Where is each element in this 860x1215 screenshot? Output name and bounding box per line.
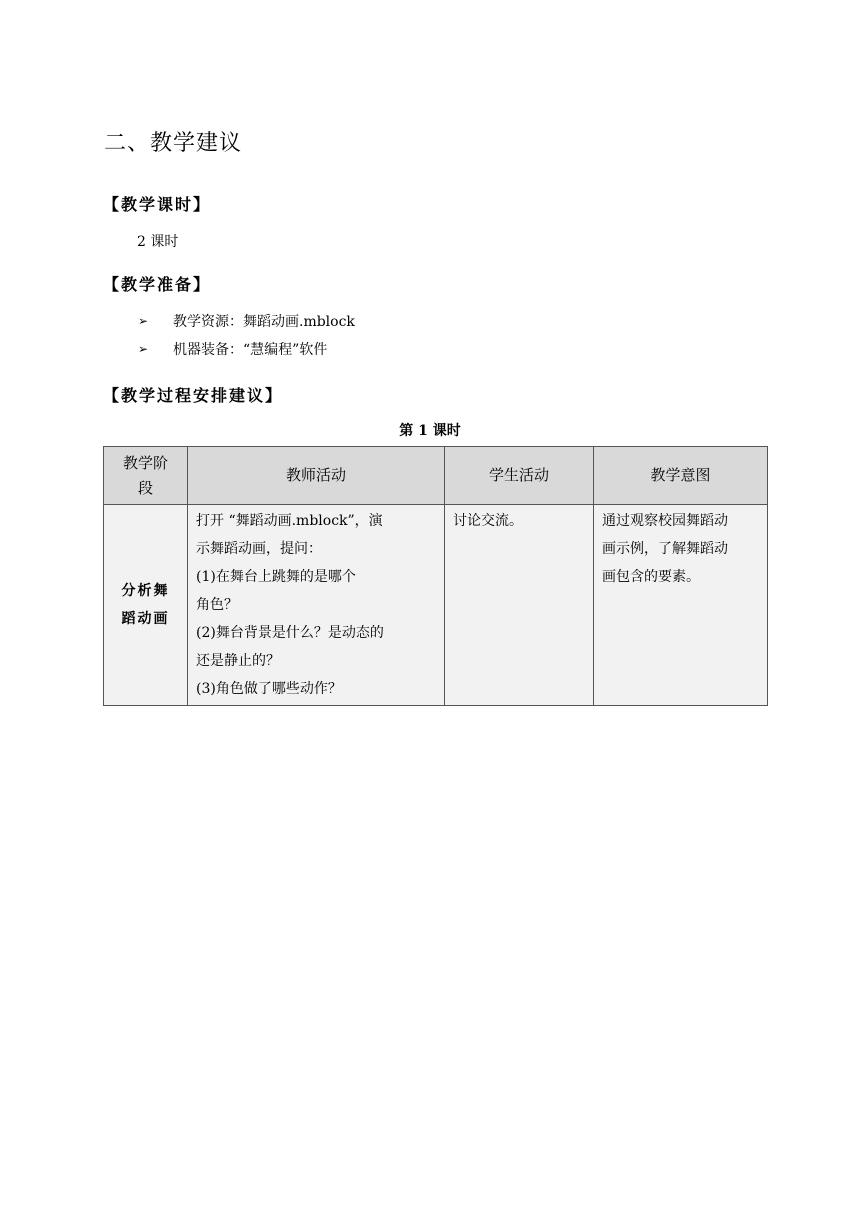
preparation-heading: 【教学准备】 <box>103 275 212 294</box>
section-title: 二、教学建议 <box>104 131 243 156</box>
lesson-plan-table <box>103 446 768 706</box>
header-teacher-activity: 教师活动 <box>188 447 445 505</box>
teacher-activity-cell: 打开 “舞蹈动画.mblock”，演 示舞蹈动画，提问： (1)在舞台上跳舞的是哪个 角色？ (2)舞台背景是什么？是动态的 还是静止的？ (3)角色做了哪些动作？ <box>188 505 445 706</box>
header-student-activity: 学生活动 <box>445 447 594 505</box>
teaching-intent-cell: 通过观察校园舞蹈动 画示例，了解舞蹈动 画包含的要素。 <box>594 505 768 706</box>
preparation-item <box>138 311 355 331</box>
hours-heading: 【教学课时】 <box>103 195 212 214</box>
preparation-item <box>138 339 327 359</box>
student-activity-cell: 讨论交流。 <box>445 505 594 706</box>
table-caption: 第 1 课时 <box>399 423 461 439</box>
arrow-bullet-icon: ➢ <box>138 314 149 328</box>
table-row <box>104 505 768 706</box>
table-header-row <box>104 447 768 505</box>
hours-value: 2 课时 <box>137 234 179 250</box>
preparation-item-text: 机器装备：“慧编程”软件 <box>173 342 328 358</box>
process-heading: 【教学过程安排建议】 <box>103 386 284 405</box>
preparation-item-text: 教学资源：舞蹈动画.mblock <box>173 314 355 330</box>
header-stage: 教学阶 段 <box>104 447 188 505</box>
stage-cell: 分析舞 蹈动画 <box>104 505 188 706</box>
header-teaching-intent: 教学意图 <box>594 447 768 505</box>
arrow-bullet-icon: ➢ <box>138 342 149 356</box>
